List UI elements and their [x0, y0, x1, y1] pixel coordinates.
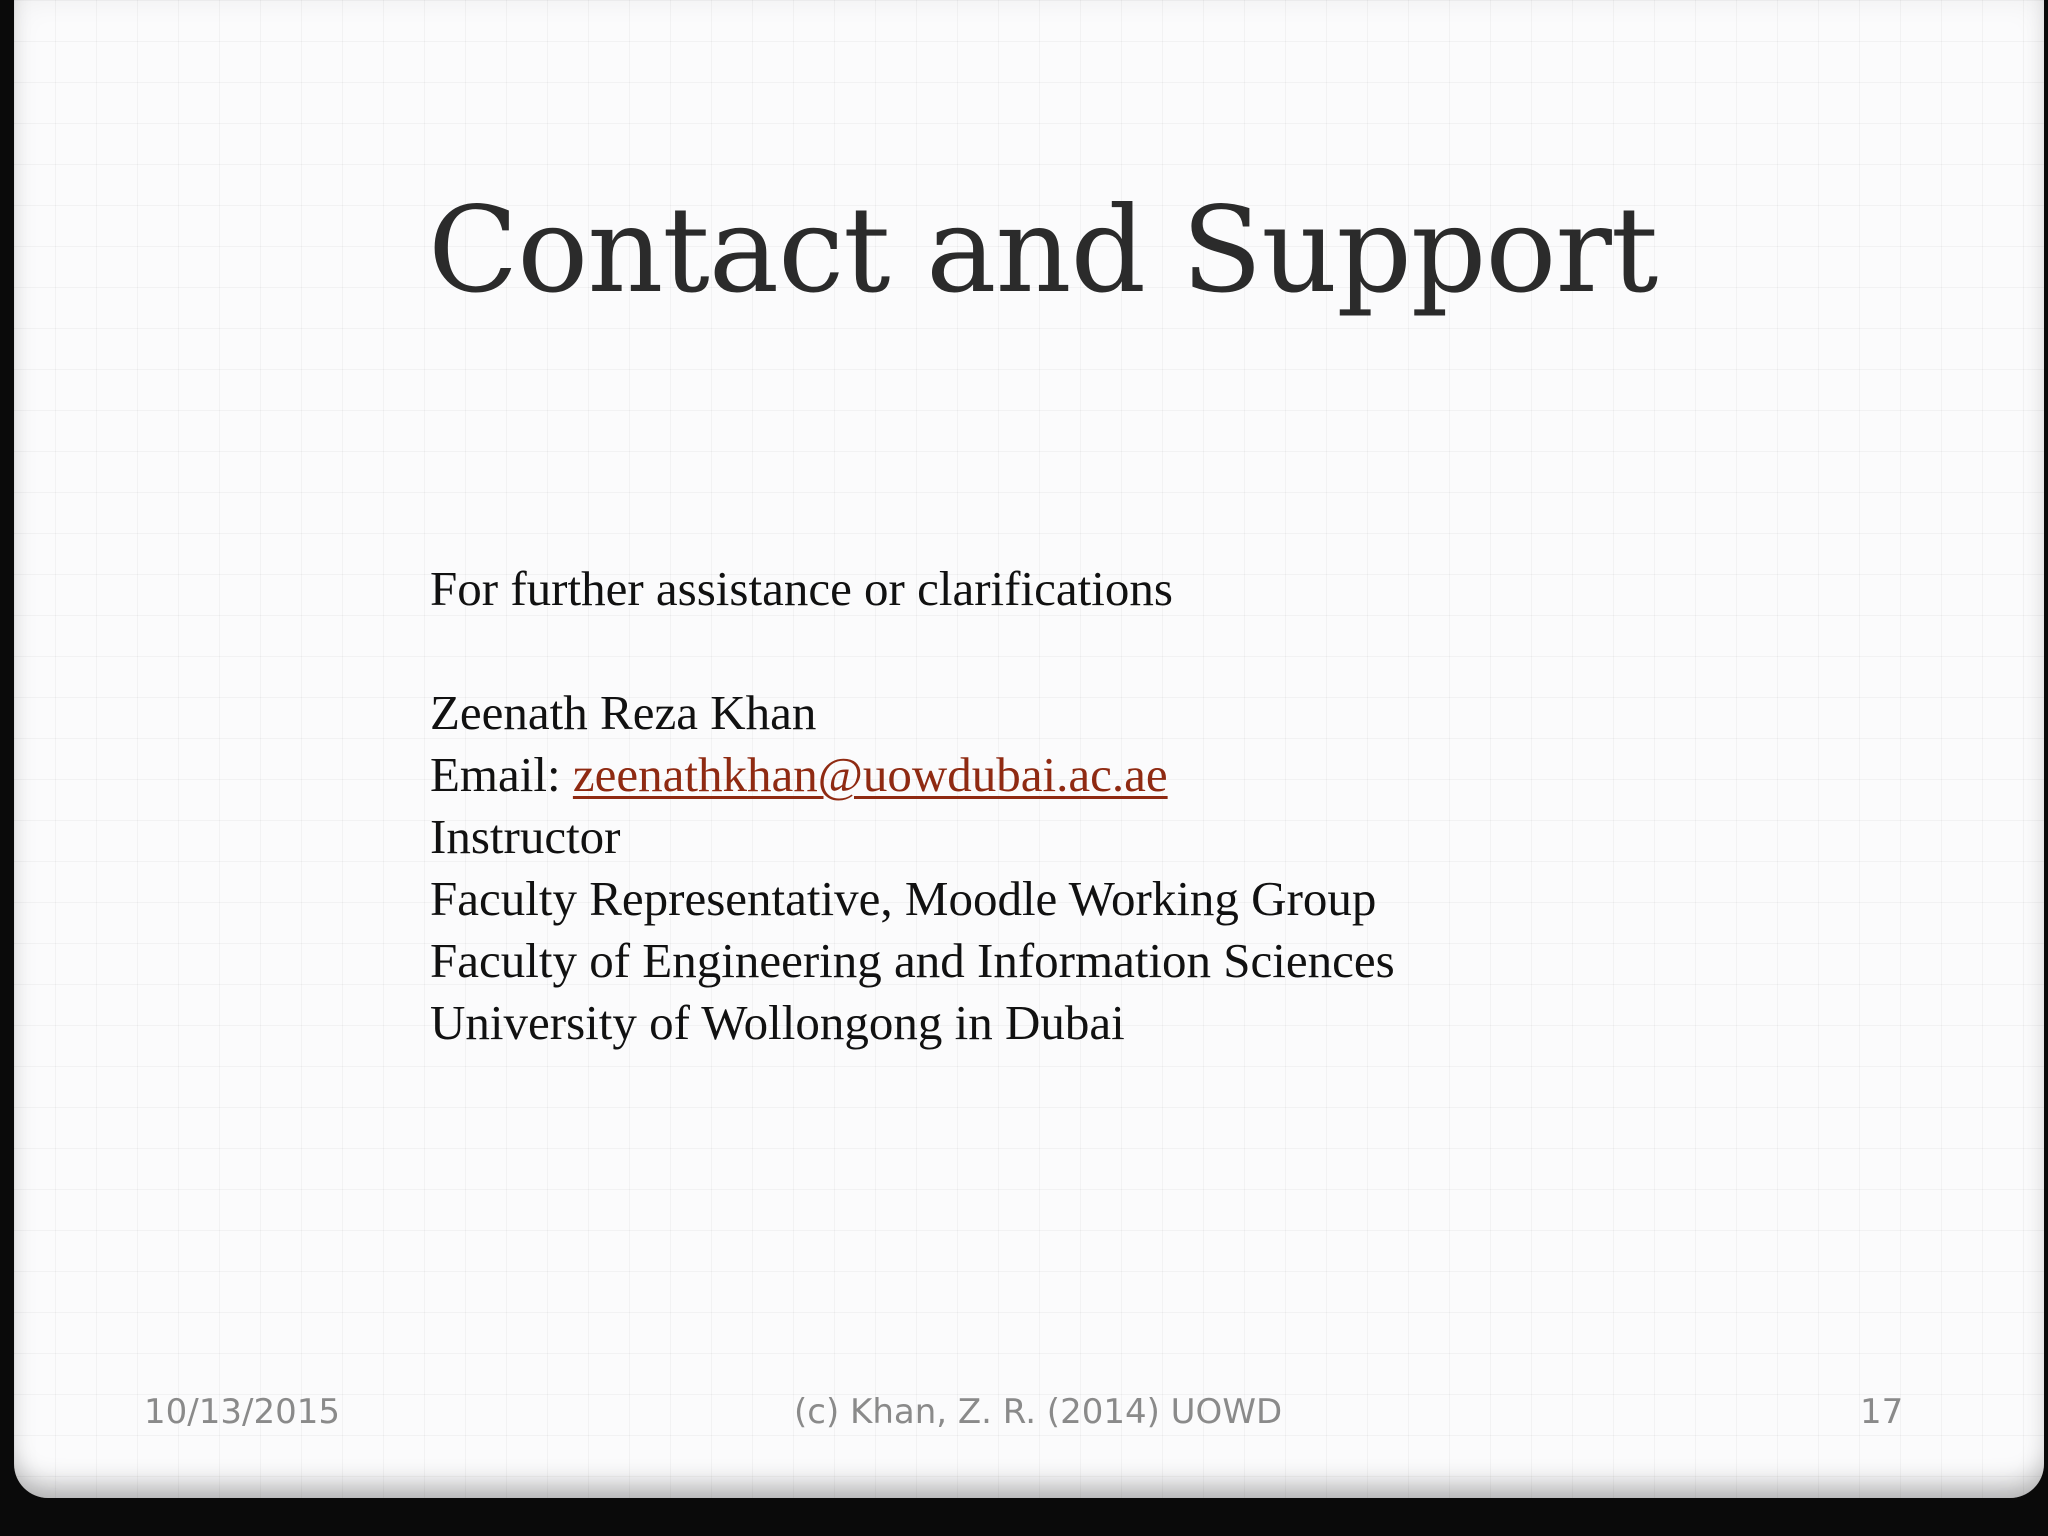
email-row: [430, 744, 1395, 806]
spacer: [430, 620, 1395, 682]
role-line: Faculty Representative, Moodle Working Group: [430, 871, 1377, 926]
role-line: Faculty of Engineering and Information Sciences: [430, 933, 1395, 988]
email-label: Email:: [430, 747, 573, 802]
contact-name: Zeenath Reza Khan: [430, 685, 817, 740]
slide-title: Contact and Support: [428, 181, 1658, 319]
bottom-bar: [0, 1498, 2048, 1536]
slide-body: [430, 558, 1395, 1054]
role-line: Instructor: [430, 809, 621, 864]
footer-copyright: (c) Khan, Z. R. (2014) UOWD: [794, 1392, 1283, 1432]
slide: [14, 0, 2044, 1498]
email-link[interactable]: zeenathkhan@uowdubai.ac.ae: [572, 747, 1168, 802]
footer-date: 10/13/2015: [144, 1392, 340, 1432]
intro-text: For further assistance or clarifications: [430, 561, 1173, 616]
footer-page-number: 17: [1860, 1392, 1904, 1432]
role-line: University of Wollongong in Dubai: [430, 995, 1125, 1050]
